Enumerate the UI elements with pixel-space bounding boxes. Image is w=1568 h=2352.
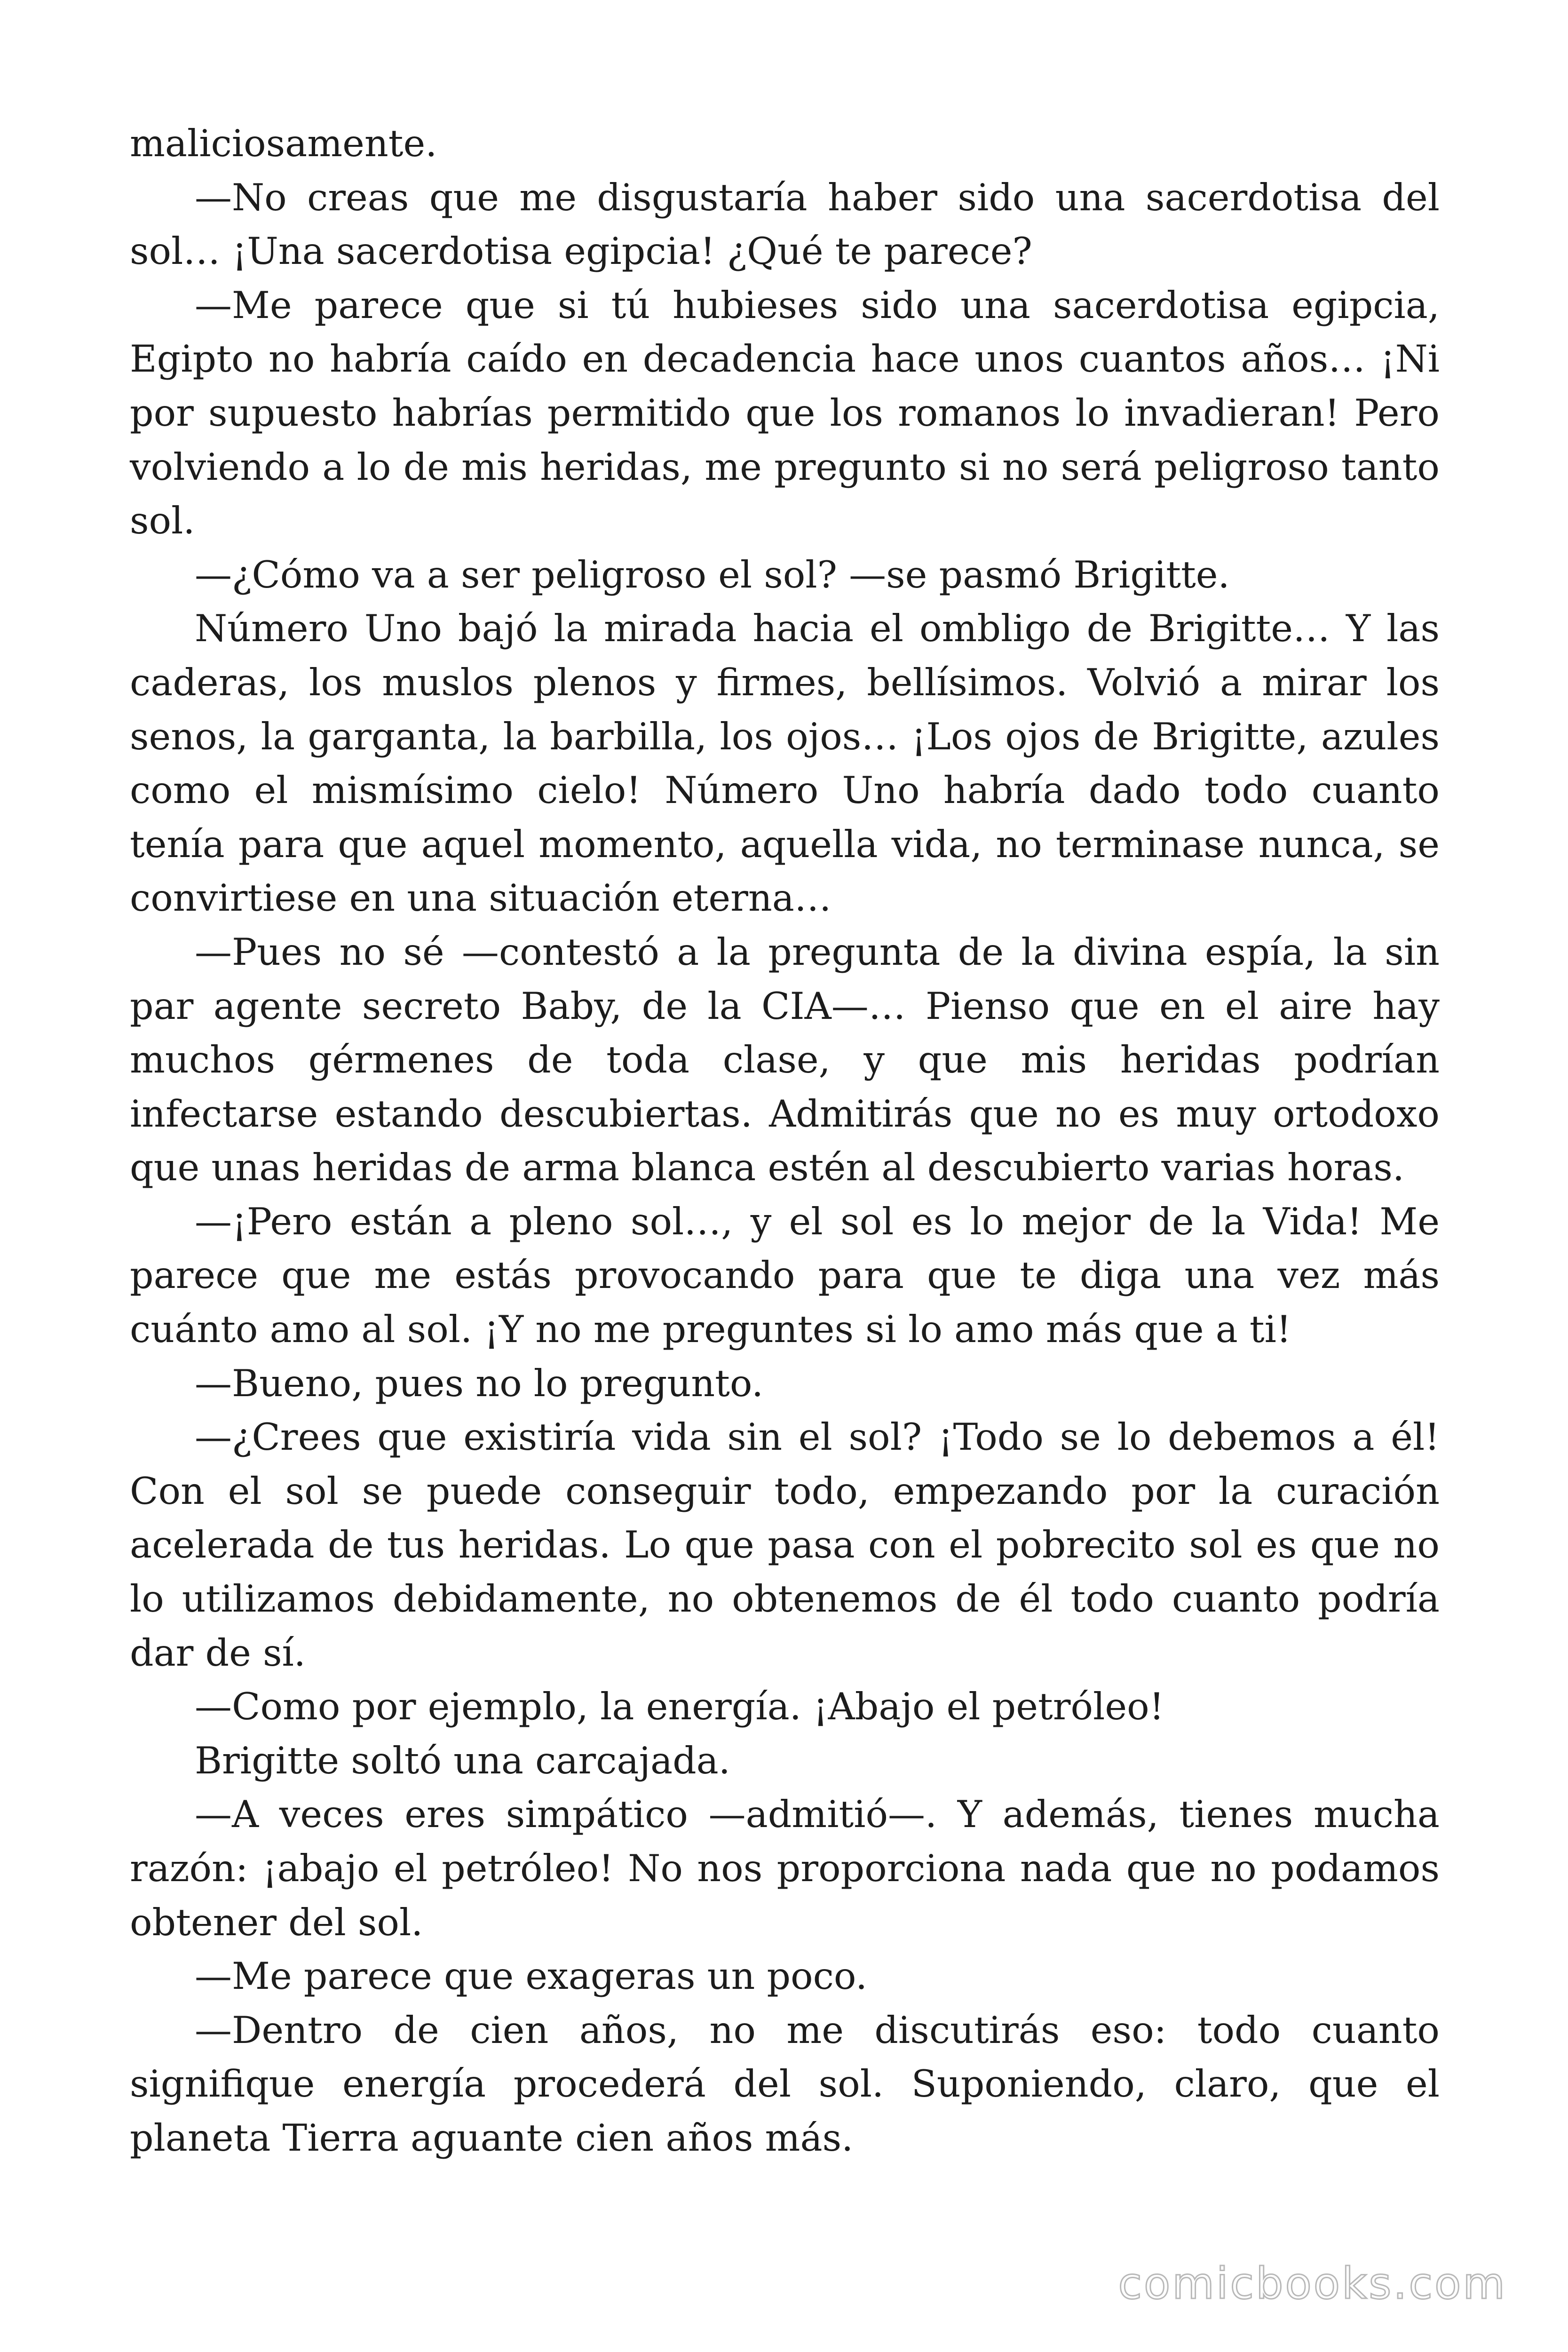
paragraph: Número Uno bajó la mirada hacia el ombligo de Brigitte… Y las caderas, los muslos plenos y firmes, bellísimos. Volvió a mirar los senos, la garganta, la barbilla, los ojos… ¡Los ojos de Brigitte, azules como el mismísimo cielo! Número Uno habría dado todo cuanto tenía para que aquel momento, aquella vida, no terminase nunca, se convirtiese en una situación eterna… <box>130 607 1440 920</box>
paragraph: —A veces eres simpático —admitió—. Y además, tienes mucha razón: ¡abajo el petróleo! No nos proporciona nada que no podamos obtener del sol. <box>130 1793 1440 1944</box>
paragraph: —Pues no sé —contestó a la pregunta de la divina espía, la sin par agente secreto Baby, de la CIA—… Pienso que en el aire hay muchos gérmenes de toda clase, y que mis heridas podrían infectarse estando descubiertas. Admitirás que no es muy ortodoxo que unas heridas de arma blanca estén al descubierto varias horas. <box>130 930 1440 1190</box>
paragraph: —Como por ejemplo, la energía. ¡Abajo el petróleo! <box>195 1685 1164 1729</box>
paragraph: —Dentro de cien años, no me discutirás eso: todo cuanto signifique energía procederá del sol. Suponiendo, claro, que el planeta Tierra aguante cien años más. <box>130 2008 1440 2160</box>
paragraph: —¡Pero están a pleno sol…, y el sol es lo mejor de la Vida! Me parece que me estás provocando para que te diga una vez más cuánto amo al sol. ¡Y no me preguntes si lo amo más que a ti! <box>130 1200 1440 1351</box>
paragraph: —Bueno, pues no lo pregunto. <box>195 1361 764 1405</box>
paragraph: —¿Crees que existiría vida sin el sol? ¡Todo se lo debemos a él! Con el sol se puede conseguir todo, empezando por la curación acelerada de tus heridas. Lo que pasa con el pobrecito sol es que no lo utilizamos debidamente, no obtenemos de él todo cuanto podría dar de sí. <box>130 1415 1440 1675</box>
paragraph: —Me parece que exageras un poco. <box>195 1955 868 1998</box>
body-text <box>130 117 1440 2165</box>
paragraph: maliciosamente. <box>130 122 437 165</box>
paragraph: —No creas que me disgustaría haber sido una sacerdotisa del sol… ¡Una sacerdotisa egipcia! ¿Qué te parece? <box>130 175 1440 273</box>
paragraph: —¿Cómo va a ser peligroso el sol? —se pasmó Brigitte. <box>195 553 1230 596</box>
paragraph: Brigitte soltó una carcajada. <box>195 1739 730 1782</box>
site-watermark: comicbooks.com <box>1118 2258 1507 2309</box>
paragraph: —Me parece que si tú hubieses sido una sacerdotisa egipcia, Egipto no habría caído en decadencia hace unos cuantos años… ¡Ni por supuesto habrías permitido que los romanos lo invadieran! Pero volviendo a lo de mis heridas, me pregunto si no será peligroso tanto sol. <box>130 283 1440 543</box>
